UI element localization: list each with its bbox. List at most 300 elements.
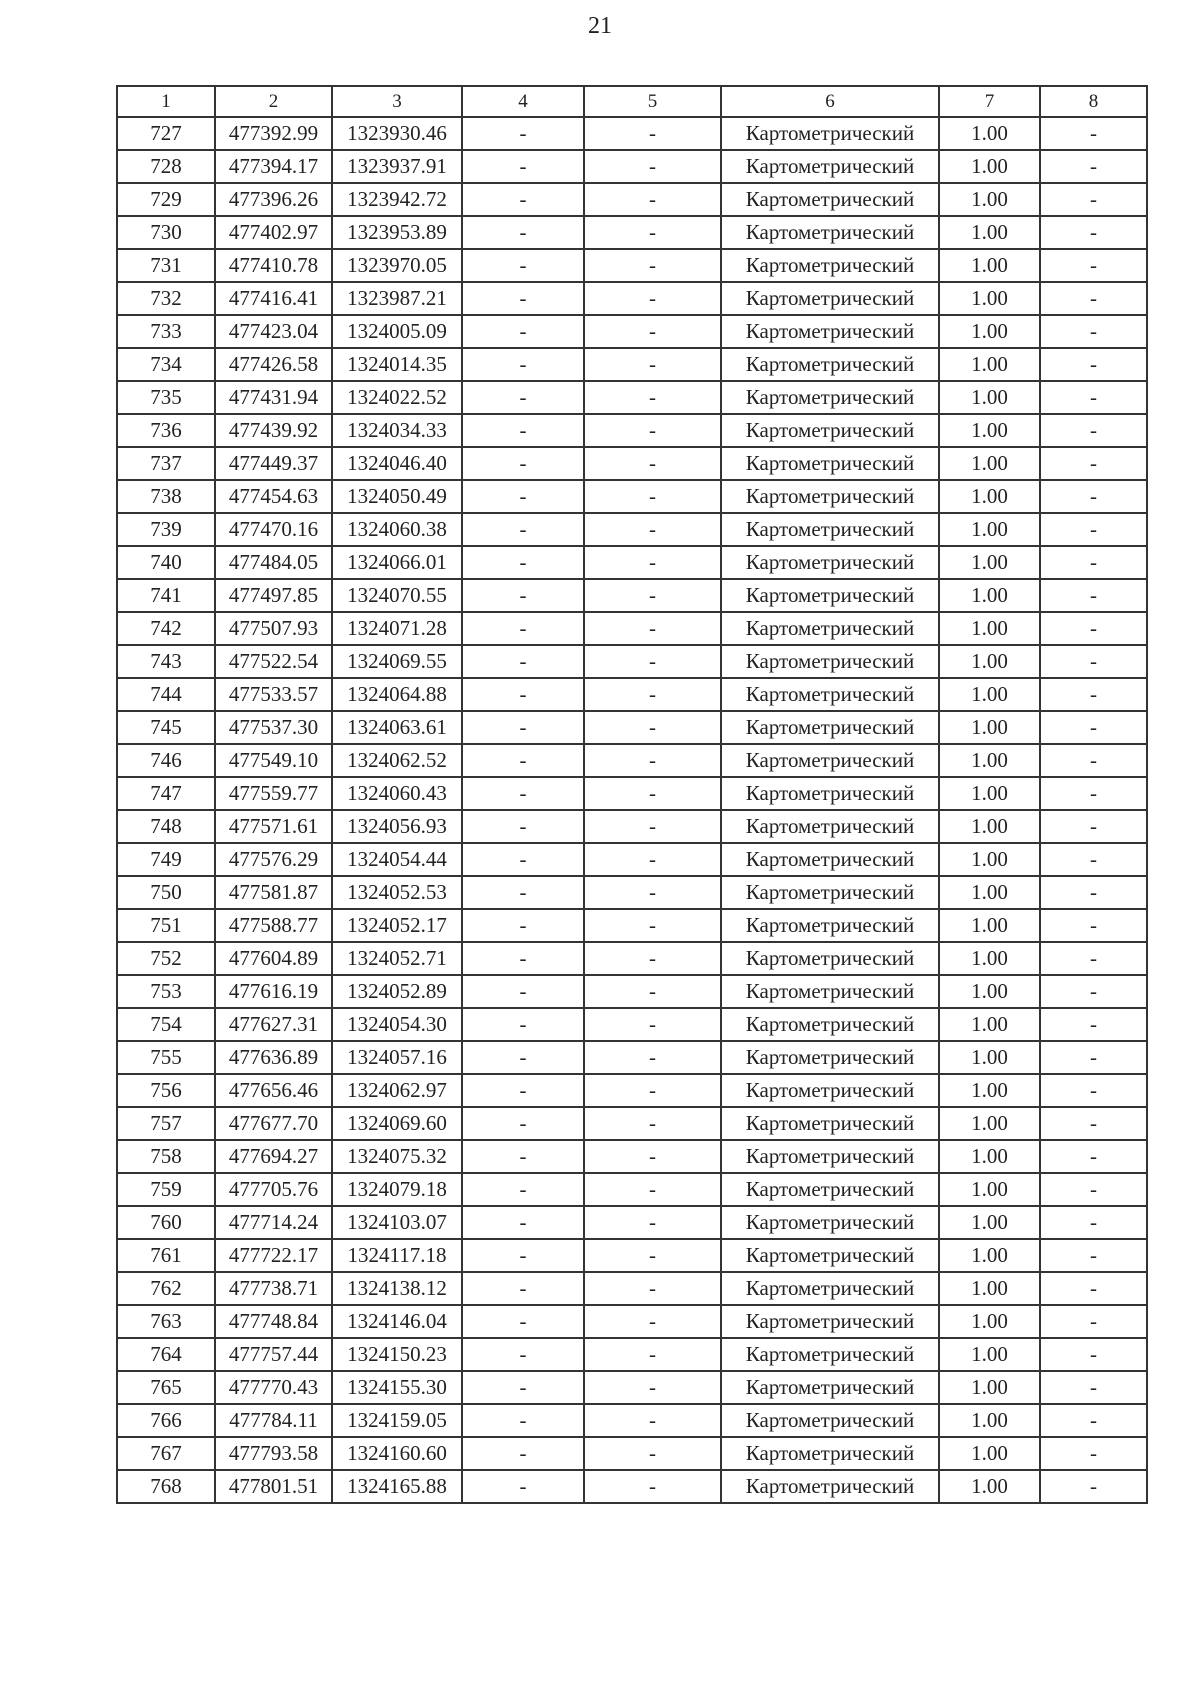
table-cell: 477714.24 — [215, 1206, 332, 1239]
table-row — [117, 414, 1147, 447]
table-row — [117, 1008, 1147, 1041]
table-cell: 1.00 — [939, 480, 1040, 513]
table-cell: 477581.87 — [215, 876, 332, 909]
table-cell: Картометрический — [721, 975, 939, 1008]
table-cell: 477738.71 — [215, 1272, 332, 1305]
table-cell: 1324069.55 — [332, 645, 462, 678]
table-cell: - — [462, 216, 584, 249]
table-cell: - — [1040, 1008, 1147, 1041]
table-cell: 729 — [117, 183, 215, 216]
table-cell: - — [1040, 117, 1147, 150]
table-cell: Картометрический — [721, 678, 939, 711]
table-cell: 762 — [117, 1272, 215, 1305]
table-cell: 768 — [117, 1470, 215, 1503]
table-cell: 740 — [117, 546, 215, 579]
table-cell: 743 — [117, 645, 215, 678]
table-cell: 744 — [117, 678, 215, 711]
table-cell: - — [462, 150, 584, 183]
table-row — [117, 216, 1147, 249]
table-cell: - — [584, 1074, 721, 1107]
table-cell: - — [1040, 414, 1147, 447]
table-cell: Картометрический — [721, 150, 939, 183]
table-cell: 1324165.88 — [332, 1470, 462, 1503]
table-cell: Картометрический — [721, 645, 939, 678]
table-row — [117, 117, 1147, 150]
table-cell: - — [1040, 909, 1147, 942]
table-cell: 765 — [117, 1371, 215, 1404]
table-cell: 1324014.35 — [332, 348, 462, 381]
table-cell: - — [1040, 150, 1147, 183]
table-cell: 477793.58 — [215, 1437, 332, 1470]
table-cell: - — [584, 414, 721, 447]
table-cell: - — [462, 1437, 584, 1470]
table-row — [117, 711, 1147, 744]
table-cell: 1324155.30 — [332, 1371, 462, 1404]
table-cell: 1324057.16 — [332, 1041, 462, 1074]
table-cell: 477507.93 — [215, 612, 332, 645]
table-cell: 736 — [117, 414, 215, 447]
column-header: 8 — [1040, 86, 1147, 117]
table-cell: 1324022.52 — [332, 381, 462, 414]
table-cell: 1.00 — [939, 942, 1040, 975]
table-cell: 1.00 — [939, 975, 1040, 1008]
table-cell: 1.00 — [939, 1404, 1040, 1437]
table-cell: - — [1040, 447, 1147, 480]
table-cell: - — [462, 810, 584, 843]
table-cell: - — [462, 678, 584, 711]
table-cell: 1.00 — [939, 744, 1040, 777]
page-number: 21 — [588, 13, 612, 39]
table-cell: 1.00 — [939, 1140, 1040, 1173]
table-cell: - — [584, 1140, 721, 1173]
table-cell: 1324050.49 — [332, 480, 462, 513]
table-cell: - — [584, 1173, 721, 1206]
table-cell: 735 — [117, 381, 215, 414]
table-cell: - — [462, 1107, 584, 1140]
table-row — [117, 1338, 1147, 1371]
table-cell: 1.00 — [939, 1272, 1040, 1305]
table-cell: - — [1040, 183, 1147, 216]
table-cell: 477636.89 — [215, 1041, 332, 1074]
table-cell: - — [584, 612, 721, 645]
table-cell: 477576.29 — [215, 843, 332, 876]
table-cell: 477801.51 — [215, 1470, 332, 1503]
table-row — [117, 876, 1147, 909]
table-cell: - — [584, 678, 721, 711]
table-cell: 1.00 — [939, 1338, 1040, 1371]
table-cell: - — [462, 843, 584, 876]
table-cell: - — [1040, 249, 1147, 282]
table-row — [117, 612, 1147, 645]
table-cell: Картометрический — [721, 381, 939, 414]
table-cell: - — [584, 1470, 721, 1503]
table-cell: - — [1040, 480, 1147, 513]
table-cell: - — [1040, 348, 1147, 381]
table-cell: - — [1040, 777, 1147, 810]
table-cell: 760 — [117, 1206, 215, 1239]
table-cell: 738 — [117, 480, 215, 513]
table-cell: 728 — [117, 150, 215, 183]
table-cell: - — [584, 480, 721, 513]
table-cell: Картометрический — [721, 1272, 939, 1305]
table-cell: 1.00 — [939, 282, 1040, 315]
table-cell: 1.00 — [939, 1041, 1040, 1074]
table-cell: 477677.70 — [215, 1107, 332, 1140]
table-cell: - — [584, 645, 721, 678]
table-cell: - — [584, 150, 721, 183]
table-cell: 1324075.32 — [332, 1140, 462, 1173]
table-cell: Картометрический — [721, 1140, 939, 1173]
table-cell: 477559.77 — [215, 777, 332, 810]
table-cell: 477537.30 — [215, 711, 332, 744]
table-cell: 1324160.60 — [332, 1437, 462, 1470]
table-cell: 1.00 — [939, 447, 1040, 480]
table-cell: - — [462, 744, 584, 777]
table-row — [117, 1404, 1147, 1437]
table-cell: 1.00 — [939, 513, 1040, 546]
table-cell: - — [584, 249, 721, 282]
table-cell: 1.00 — [939, 711, 1040, 744]
header-row — [117, 86, 1147, 117]
table-cell: 1.00 — [939, 645, 1040, 678]
table-cell: 477656.46 — [215, 1074, 332, 1107]
table-cell: 755 — [117, 1041, 215, 1074]
table-cell: 1.00 — [939, 546, 1040, 579]
table-cell: 1.00 — [939, 612, 1040, 645]
table-cell: 1.00 — [939, 150, 1040, 183]
table-cell: - — [462, 1371, 584, 1404]
table-cell: Картометрический — [721, 1173, 939, 1206]
table-cell: 753 — [117, 975, 215, 1008]
table-cell: - — [584, 1437, 721, 1470]
table-cell: 1324062.97 — [332, 1074, 462, 1107]
table-cell: - — [1040, 1206, 1147, 1239]
table-cell: 747 — [117, 777, 215, 810]
column-header: 2 — [215, 86, 332, 117]
table-cell: 1324056.93 — [332, 810, 462, 843]
table-row — [117, 315, 1147, 348]
table-cell: 1324103.07 — [332, 1206, 462, 1239]
table-cell: - — [1040, 546, 1147, 579]
coordinates-table — [116, 85, 1148, 1504]
table-cell: Картометрический — [721, 909, 939, 942]
table-cell: 1.00 — [939, 348, 1040, 381]
table-cell: 1.00 — [939, 1305, 1040, 1338]
table-cell: 1.00 — [939, 843, 1040, 876]
table-cell: 477616.19 — [215, 975, 332, 1008]
table-cell: - — [462, 645, 584, 678]
table-cell: 732 — [117, 282, 215, 315]
table-cell: - — [584, 381, 721, 414]
table-cell: 737 — [117, 447, 215, 480]
table-row — [117, 1437, 1147, 1470]
table-cell: - — [462, 1404, 584, 1437]
table-cell: - — [1040, 744, 1147, 777]
table-cell: 1.00 — [939, 1437, 1040, 1470]
table-cell: - — [584, 1206, 721, 1239]
table-cell: 1324071.28 — [332, 612, 462, 645]
table-cell: Картометрический — [721, 1470, 939, 1503]
table-cell: 1324069.60 — [332, 1107, 462, 1140]
table-cell: 752 — [117, 942, 215, 975]
table-row — [117, 1206, 1147, 1239]
table-cell: Картометрический — [721, 810, 939, 843]
table-cell: - — [1040, 612, 1147, 645]
table-cell: 477410.78 — [215, 249, 332, 282]
table-cell: - — [584, 1239, 721, 1272]
table-cell: 757 — [117, 1107, 215, 1140]
table-cell: 749 — [117, 843, 215, 876]
table-cell: 727 — [117, 117, 215, 150]
table-cell: 1324079.18 — [332, 1173, 462, 1206]
table-cell: Картометрический — [721, 1404, 939, 1437]
table-cell: - — [584, 447, 721, 480]
table-cell: 477784.11 — [215, 1404, 332, 1437]
table-cell: - — [462, 1239, 584, 1272]
table-cell: Картометрический — [721, 117, 939, 150]
table-cell: - — [462, 117, 584, 150]
table-cell: 477470.16 — [215, 513, 332, 546]
table-cell: 1.00 — [939, 1107, 1040, 1140]
table-cell: - — [462, 1338, 584, 1371]
table-cell: - — [584, 777, 721, 810]
table-cell: 477392.99 — [215, 117, 332, 150]
table-row — [117, 1371, 1147, 1404]
table-cell: - — [584, 843, 721, 876]
table-cell: - — [1040, 1239, 1147, 1272]
table-row — [117, 381, 1147, 414]
table-cell: - — [462, 183, 584, 216]
table-cell: - — [584, 579, 721, 612]
table-cell: - — [1040, 1338, 1147, 1371]
table-cell: 1323942.72 — [332, 183, 462, 216]
table-cell: Картометрический — [721, 1206, 939, 1239]
table-cell: - — [462, 612, 584, 645]
table-cell: 1.00 — [939, 315, 1040, 348]
table-cell: Картометрический — [721, 1239, 939, 1272]
table-cell: - — [1040, 1140, 1147, 1173]
table-cell: - — [1040, 1371, 1147, 1404]
table-cell: 1.00 — [939, 249, 1040, 282]
table-cell: - — [1040, 315, 1147, 348]
table-cell: 1324034.33 — [332, 414, 462, 447]
table-cell: Картометрический — [721, 183, 939, 216]
table-row — [117, 744, 1147, 777]
table-row — [117, 1041, 1147, 1074]
table-cell: - — [584, 711, 721, 744]
table-cell: 477549.10 — [215, 744, 332, 777]
table-cell: - — [584, 1404, 721, 1437]
table-cell: - — [1040, 282, 1147, 315]
table-cell: - — [462, 249, 584, 282]
table-cell: - — [1040, 876, 1147, 909]
table-cell: 763 — [117, 1305, 215, 1338]
table-cell: 746 — [117, 744, 215, 777]
table-cell: - — [1040, 1074, 1147, 1107]
table-cell: - — [584, 1107, 721, 1140]
table-cell: Картометрический — [721, 777, 939, 810]
table-cell: - — [584, 810, 721, 843]
table-cell: Картометрический — [721, 513, 939, 546]
table-row — [117, 1173, 1147, 1206]
table-cell: - — [584, 546, 721, 579]
table-cell: 759 — [117, 1173, 215, 1206]
table-cell: 741 — [117, 579, 215, 612]
table-row — [117, 513, 1147, 546]
table-cell: - — [1040, 975, 1147, 1008]
table-cell: Картометрический — [721, 447, 939, 480]
table-cell: 1324070.55 — [332, 579, 462, 612]
table-cell: 1.00 — [939, 183, 1040, 216]
table-cell: - — [1040, 1272, 1147, 1305]
table-cell: 1324146.04 — [332, 1305, 462, 1338]
table-cell: - — [462, 1470, 584, 1503]
table-cell: - — [1040, 1404, 1147, 1437]
column-header: 3 — [332, 86, 462, 117]
column-header: 4 — [462, 86, 584, 117]
table-cell: 1.00 — [939, 1074, 1040, 1107]
table-cell: - — [462, 1041, 584, 1074]
table-row — [117, 1074, 1147, 1107]
table-cell: 477604.89 — [215, 942, 332, 975]
table-cell: 1.00 — [939, 678, 1040, 711]
table-cell: 748 — [117, 810, 215, 843]
table-cell: 477423.04 — [215, 315, 332, 348]
table-cell: 477484.05 — [215, 546, 332, 579]
table-cell: 477396.26 — [215, 183, 332, 216]
table-cell: - — [584, 1305, 721, 1338]
table-cell: Картометрический — [721, 315, 939, 348]
table-cell: 477426.58 — [215, 348, 332, 381]
table-cell: 761 — [117, 1239, 215, 1272]
table-cell: - — [462, 777, 584, 810]
table-row — [117, 975, 1147, 1008]
table-cell: 477431.94 — [215, 381, 332, 414]
table-row — [117, 909, 1147, 942]
column-header: 6 — [721, 86, 939, 117]
table-cell: - — [1040, 1107, 1147, 1140]
table-cell: 731 — [117, 249, 215, 282]
table-cell: Картометрический — [721, 876, 939, 909]
table-cell: Картометрический — [721, 480, 939, 513]
table-cell: Картометрический — [721, 1305, 939, 1338]
table-cell: - — [462, 909, 584, 942]
table-cell: 477705.76 — [215, 1173, 332, 1206]
table-cell: Картометрический — [721, 612, 939, 645]
table-cell: 1.00 — [939, 909, 1040, 942]
table-row — [117, 678, 1147, 711]
table-row — [117, 645, 1147, 678]
table-cell: 751 — [117, 909, 215, 942]
table-cell: - — [584, 909, 721, 942]
table-cell: - — [584, 1041, 721, 1074]
table-cell: Картометрический — [721, 249, 939, 282]
table-cell: - — [584, 282, 721, 315]
table-cell: 1323937.91 — [332, 150, 462, 183]
table-cell: 745 — [117, 711, 215, 744]
table-cell: Картометрический — [721, 1371, 939, 1404]
table-row — [117, 1305, 1147, 1338]
table-cell: Картометрический — [721, 1107, 939, 1140]
table-row — [117, 150, 1147, 183]
table-cell: - — [1040, 810, 1147, 843]
table-cell: 730 — [117, 216, 215, 249]
table-cell: - — [462, 1008, 584, 1041]
table-cell: 477770.43 — [215, 1371, 332, 1404]
table-cell: - — [1040, 1305, 1147, 1338]
table-cell: 766 — [117, 1404, 215, 1437]
table-cell: Картометрический — [721, 546, 939, 579]
table-cell: 1.00 — [939, 579, 1040, 612]
table-cell: Картометрический — [721, 348, 939, 381]
table-row — [117, 183, 1147, 216]
table-cell: Картометрический — [721, 579, 939, 612]
table-cell: Картометрический — [721, 1437, 939, 1470]
table-cell: 1.00 — [939, 414, 1040, 447]
table-cell: 1324054.30 — [332, 1008, 462, 1041]
table-cell: Картометрический — [721, 282, 939, 315]
table-cell: - — [462, 447, 584, 480]
table-cell: - — [1040, 216, 1147, 249]
table-cell: 1323970.05 — [332, 249, 462, 282]
table-row — [117, 1272, 1147, 1305]
table-cell: 1324052.71 — [332, 942, 462, 975]
table-cell: - — [462, 1305, 584, 1338]
table-cell: - — [584, 1371, 721, 1404]
table-cell: 1324054.44 — [332, 843, 462, 876]
table-cell: 1324052.17 — [332, 909, 462, 942]
table-cell: Картометрический — [721, 1074, 939, 1107]
table-cell: - — [584, 876, 721, 909]
table-cell: Картометрический — [721, 216, 939, 249]
table-cell: 1324138.12 — [332, 1272, 462, 1305]
table-cell: 477497.85 — [215, 579, 332, 612]
table-cell: 1.00 — [939, 117, 1040, 150]
table-cell: 477722.17 — [215, 1239, 332, 1272]
table-row — [117, 1107, 1147, 1140]
table-cell: - — [462, 579, 584, 612]
table-cell: - — [584, 348, 721, 381]
table-cell: - — [584, 1272, 721, 1305]
table-cell: 1.00 — [939, 216, 1040, 249]
table-cell: - — [462, 546, 584, 579]
table-cell: 477449.37 — [215, 447, 332, 480]
table-cell: 1324005.09 — [332, 315, 462, 348]
table-cell: 477394.17 — [215, 150, 332, 183]
table-cell: - — [462, 942, 584, 975]
table-cell: - — [462, 1206, 584, 1239]
table-cell: 1324052.89 — [332, 975, 462, 1008]
table-cell: 1324060.43 — [332, 777, 462, 810]
table-row — [117, 480, 1147, 513]
table-cell: - — [1040, 843, 1147, 876]
table-cell: 734 — [117, 348, 215, 381]
table-cell: 750 — [117, 876, 215, 909]
table-cell: 1.00 — [939, 1206, 1040, 1239]
table-cell: 742 — [117, 612, 215, 645]
table-cell: 477571.61 — [215, 810, 332, 843]
table-cell: 1.00 — [939, 1371, 1040, 1404]
table-row — [117, 1140, 1147, 1173]
table-cell: - — [462, 1074, 584, 1107]
table-cell: 1.00 — [939, 876, 1040, 909]
table-cell: 758 — [117, 1140, 215, 1173]
table-cell: - — [1040, 579, 1147, 612]
table-cell: - — [462, 975, 584, 1008]
table-cell: - — [1040, 678, 1147, 711]
table-cell: - — [1040, 1173, 1147, 1206]
table-cell: 1.00 — [939, 777, 1040, 810]
